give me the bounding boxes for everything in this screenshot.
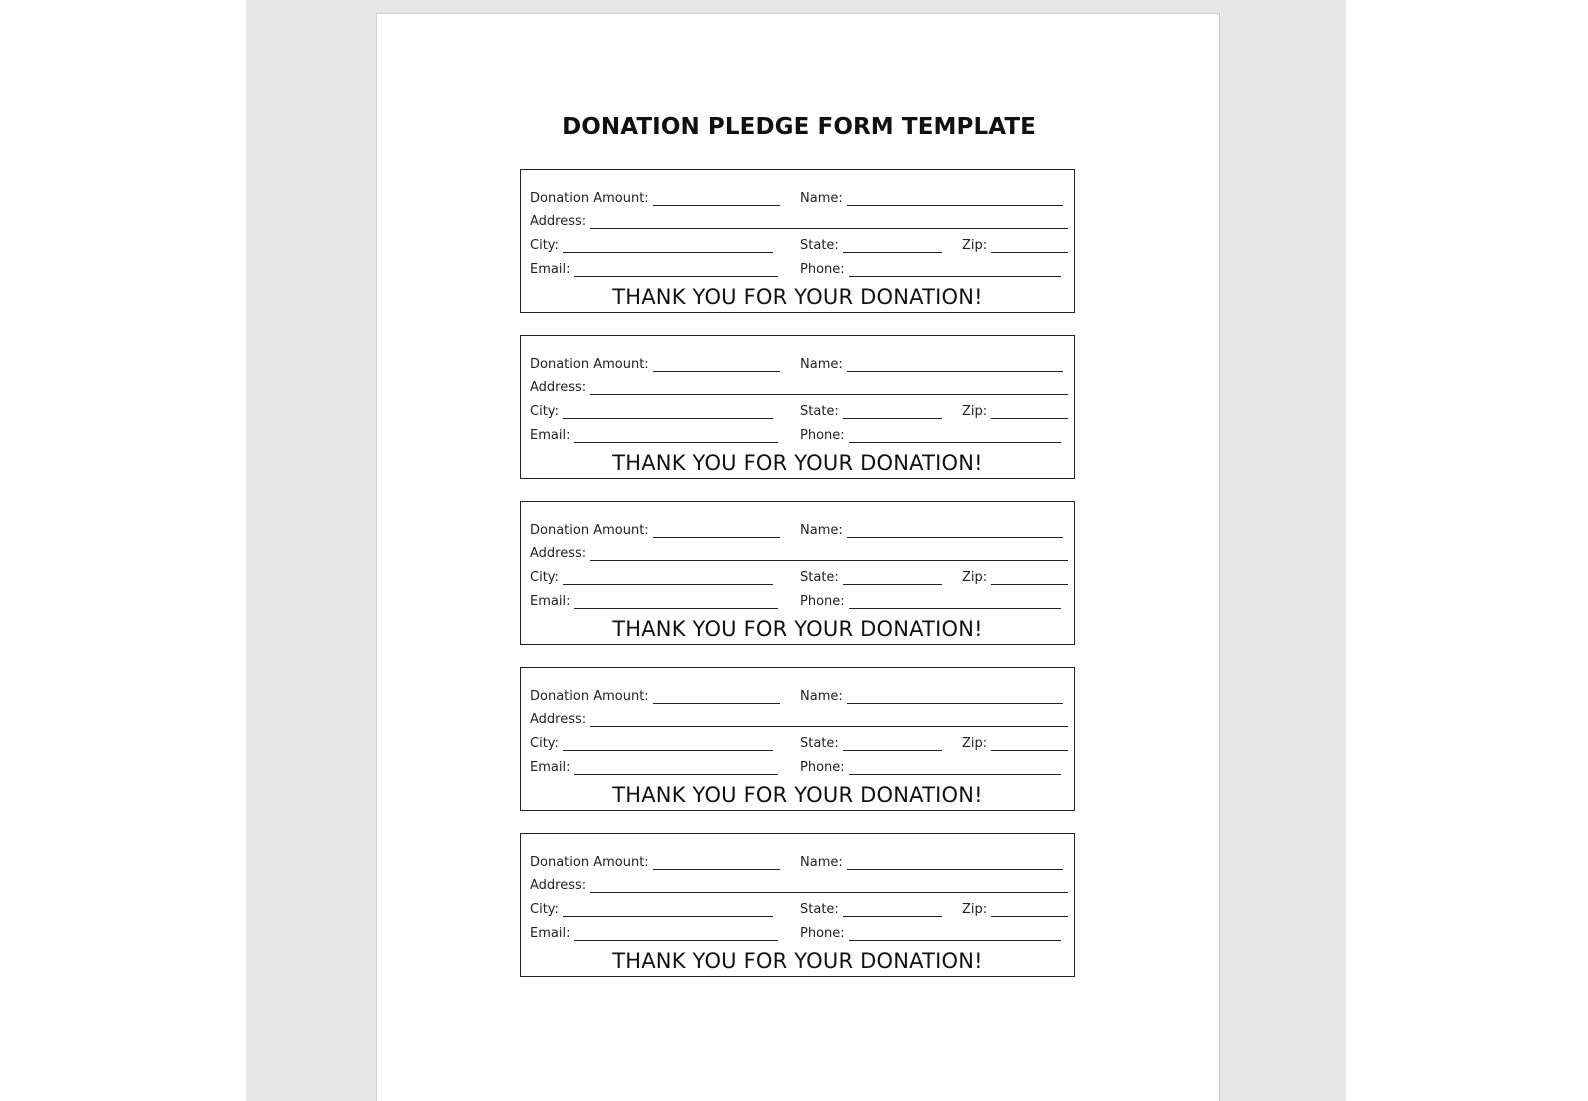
page-title: DONATION PLEDGE FORM TEMPLATE xyxy=(562,114,1036,140)
pledge-slip xyxy=(520,501,1075,645)
donation-amount-field[interactable] xyxy=(530,355,780,373)
email-field[interactable] xyxy=(530,592,778,610)
name-line[interactable] xyxy=(847,358,1063,372)
address-field[interactable] xyxy=(530,212,1068,230)
address-line[interactable] xyxy=(590,713,1068,727)
name-field[interactable] xyxy=(800,521,1063,539)
email-line[interactable] xyxy=(574,595,778,609)
pledge-slip xyxy=(520,169,1075,313)
email-label: Email: xyxy=(530,926,571,941)
city-line[interactable] xyxy=(563,571,773,585)
state-label: State: xyxy=(800,238,839,253)
email-label: Email: xyxy=(530,262,571,277)
address-line[interactable] xyxy=(590,547,1068,561)
city-line[interactable] xyxy=(563,239,773,253)
phone-line[interactable] xyxy=(849,927,1061,941)
phone-label: Phone: xyxy=(800,760,845,775)
state-field[interactable] xyxy=(800,236,942,254)
address-field[interactable] xyxy=(530,876,1068,894)
name-line[interactable] xyxy=(847,856,1063,870)
phone-line[interactable] xyxy=(849,263,1061,277)
zip-field[interactable] xyxy=(962,734,1068,752)
city-field[interactable] xyxy=(530,900,773,918)
zip-field[interactable] xyxy=(962,568,1068,586)
email-line[interactable] xyxy=(574,761,778,775)
zip-label: Zip: xyxy=(962,736,988,751)
email-line[interactable] xyxy=(574,429,778,443)
city-label: City: xyxy=(530,736,559,751)
name-line[interactable] xyxy=(847,524,1063,538)
address-label: Address: xyxy=(530,214,587,229)
email-line[interactable] xyxy=(574,263,778,277)
thank-you-message: THANK YOU FOR YOUR DONATION! xyxy=(612,285,983,309)
name-line[interactable] xyxy=(847,192,1063,206)
donation-amount-label: Donation Amount: xyxy=(530,689,649,704)
donation-amount-label: Donation Amount: xyxy=(530,855,649,870)
donation-amount-field[interactable] xyxy=(530,853,780,871)
city-label: City: xyxy=(530,404,559,419)
donation-amount-label: Donation Amount: xyxy=(530,357,649,372)
zip-line[interactable] xyxy=(991,737,1068,751)
email-field[interactable] xyxy=(530,758,778,776)
address-line[interactable] xyxy=(590,879,1068,893)
address-field[interactable] xyxy=(530,378,1068,396)
thank-you-message: THANK YOU FOR YOUR DONATION! xyxy=(612,949,983,973)
donation-amount-label: Donation Amount: xyxy=(530,523,649,538)
email-label: Email: xyxy=(530,594,571,609)
name-label: Name: xyxy=(800,523,843,538)
phone-field[interactable] xyxy=(800,758,1061,776)
city-label: City: xyxy=(530,238,559,253)
state-field[interactable] xyxy=(800,900,942,918)
city-field[interactable] xyxy=(530,734,773,752)
phone-field[interactable] xyxy=(800,426,1061,444)
pledge-slip xyxy=(520,335,1075,479)
city-line[interactable] xyxy=(563,737,773,751)
city-field[interactable] xyxy=(530,236,773,254)
phone-line[interactable] xyxy=(849,595,1061,609)
donation-amount-field[interactable] xyxy=(530,189,780,207)
address-line[interactable] xyxy=(590,381,1068,395)
donation-amount-line[interactable] xyxy=(653,690,780,704)
city-line[interactable] xyxy=(563,903,773,917)
address-field[interactable] xyxy=(530,544,1068,562)
phone-line[interactable] xyxy=(849,761,1061,775)
name-field[interactable] xyxy=(800,853,1063,871)
city-label: City: xyxy=(530,570,559,585)
name-label: Name: xyxy=(800,191,843,206)
zip-label: Zip: xyxy=(962,902,988,917)
state-line[interactable] xyxy=(843,571,942,585)
donation-amount-line[interactable] xyxy=(653,358,780,372)
state-label: State: xyxy=(800,736,839,751)
email-field[interactable] xyxy=(530,426,778,444)
donation-amount-line[interactable] xyxy=(653,192,780,206)
zip-label: Zip: xyxy=(962,238,988,253)
thank-you-message: THANK YOU FOR YOUR DONATION! xyxy=(612,617,983,641)
state-label: State: xyxy=(800,404,839,419)
donation-amount-label: Donation Amount: xyxy=(530,191,649,206)
name-field[interactable] xyxy=(800,687,1063,705)
phone-field[interactable] xyxy=(800,260,1061,278)
zip-line[interactable] xyxy=(991,903,1068,917)
state-line[interactable] xyxy=(843,239,942,253)
address-label: Address: xyxy=(530,878,587,893)
phone-field[interactable] xyxy=(800,924,1061,942)
city-line[interactable] xyxy=(563,405,773,419)
phone-field[interactable] xyxy=(800,592,1061,610)
email-line[interactable] xyxy=(574,927,778,941)
address-label: Address: xyxy=(530,380,587,395)
name-label: Name: xyxy=(800,689,843,704)
zip-label: Zip: xyxy=(962,404,988,419)
donation-amount-field[interactable] xyxy=(530,521,780,539)
name-field[interactable] xyxy=(800,189,1063,207)
state-field[interactable] xyxy=(800,568,942,586)
zip-field[interactable] xyxy=(962,236,1068,254)
zip-line[interactable] xyxy=(991,571,1068,585)
city-field[interactable] xyxy=(530,568,773,586)
name-line[interactable] xyxy=(847,690,1063,704)
address-line[interactable] xyxy=(590,215,1068,229)
zip-line[interactable] xyxy=(991,239,1068,253)
pledge-slip xyxy=(520,667,1075,811)
email-label: Email: xyxy=(530,428,571,443)
state-line[interactable] xyxy=(843,903,942,917)
name-field[interactable] xyxy=(800,355,1063,373)
address-field[interactable] xyxy=(530,710,1068,728)
document-page xyxy=(376,13,1220,1101)
address-label: Address: xyxy=(530,546,587,561)
thank-you-message: THANK YOU FOR YOUR DONATION! xyxy=(612,783,983,807)
name-label: Name: xyxy=(800,357,843,372)
zip-label: Zip: xyxy=(962,570,988,585)
phone-label: Phone: xyxy=(800,428,845,443)
state-field[interactable] xyxy=(800,734,942,752)
email-field[interactable] xyxy=(530,924,778,942)
thank-you-message: THANK YOU FOR YOUR DONATION! xyxy=(612,451,983,475)
state-line[interactable] xyxy=(843,737,942,751)
address-label: Address: xyxy=(530,712,587,727)
donation-amount-line[interactable] xyxy=(653,524,780,538)
phone-label: Phone: xyxy=(800,262,845,277)
zip-field[interactable] xyxy=(962,402,1068,420)
state-line[interactable] xyxy=(843,405,942,419)
zip-field[interactable] xyxy=(962,900,1068,918)
city-label: City: xyxy=(530,902,559,917)
phone-label: Phone: xyxy=(800,594,845,609)
city-field[interactable] xyxy=(530,402,773,420)
donation-amount-field[interactable] xyxy=(530,687,780,705)
email-label: Email: xyxy=(530,760,571,775)
pledge-slip xyxy=(520,833,1075,977)
state-label: State: xyxy=(800,570,839,585)
phone-label: Phone: xyxy=(800,926,845,941)
zip-line[interactable] xyxy=(991,405,1068,419)
email-field[interactable] xyxy=(530,260,778,278)
state-label: State: xyxy=(800,902,839,917)
name-label: Name: xyxy=(800,855,843,870)
donation-amount-line[interactable] xyxy=(653,856,780,870)
phone-line[interactable] xyxy=(849,429,1061,443)
state-field[interactable] xyxy=(800,402,942,420)
